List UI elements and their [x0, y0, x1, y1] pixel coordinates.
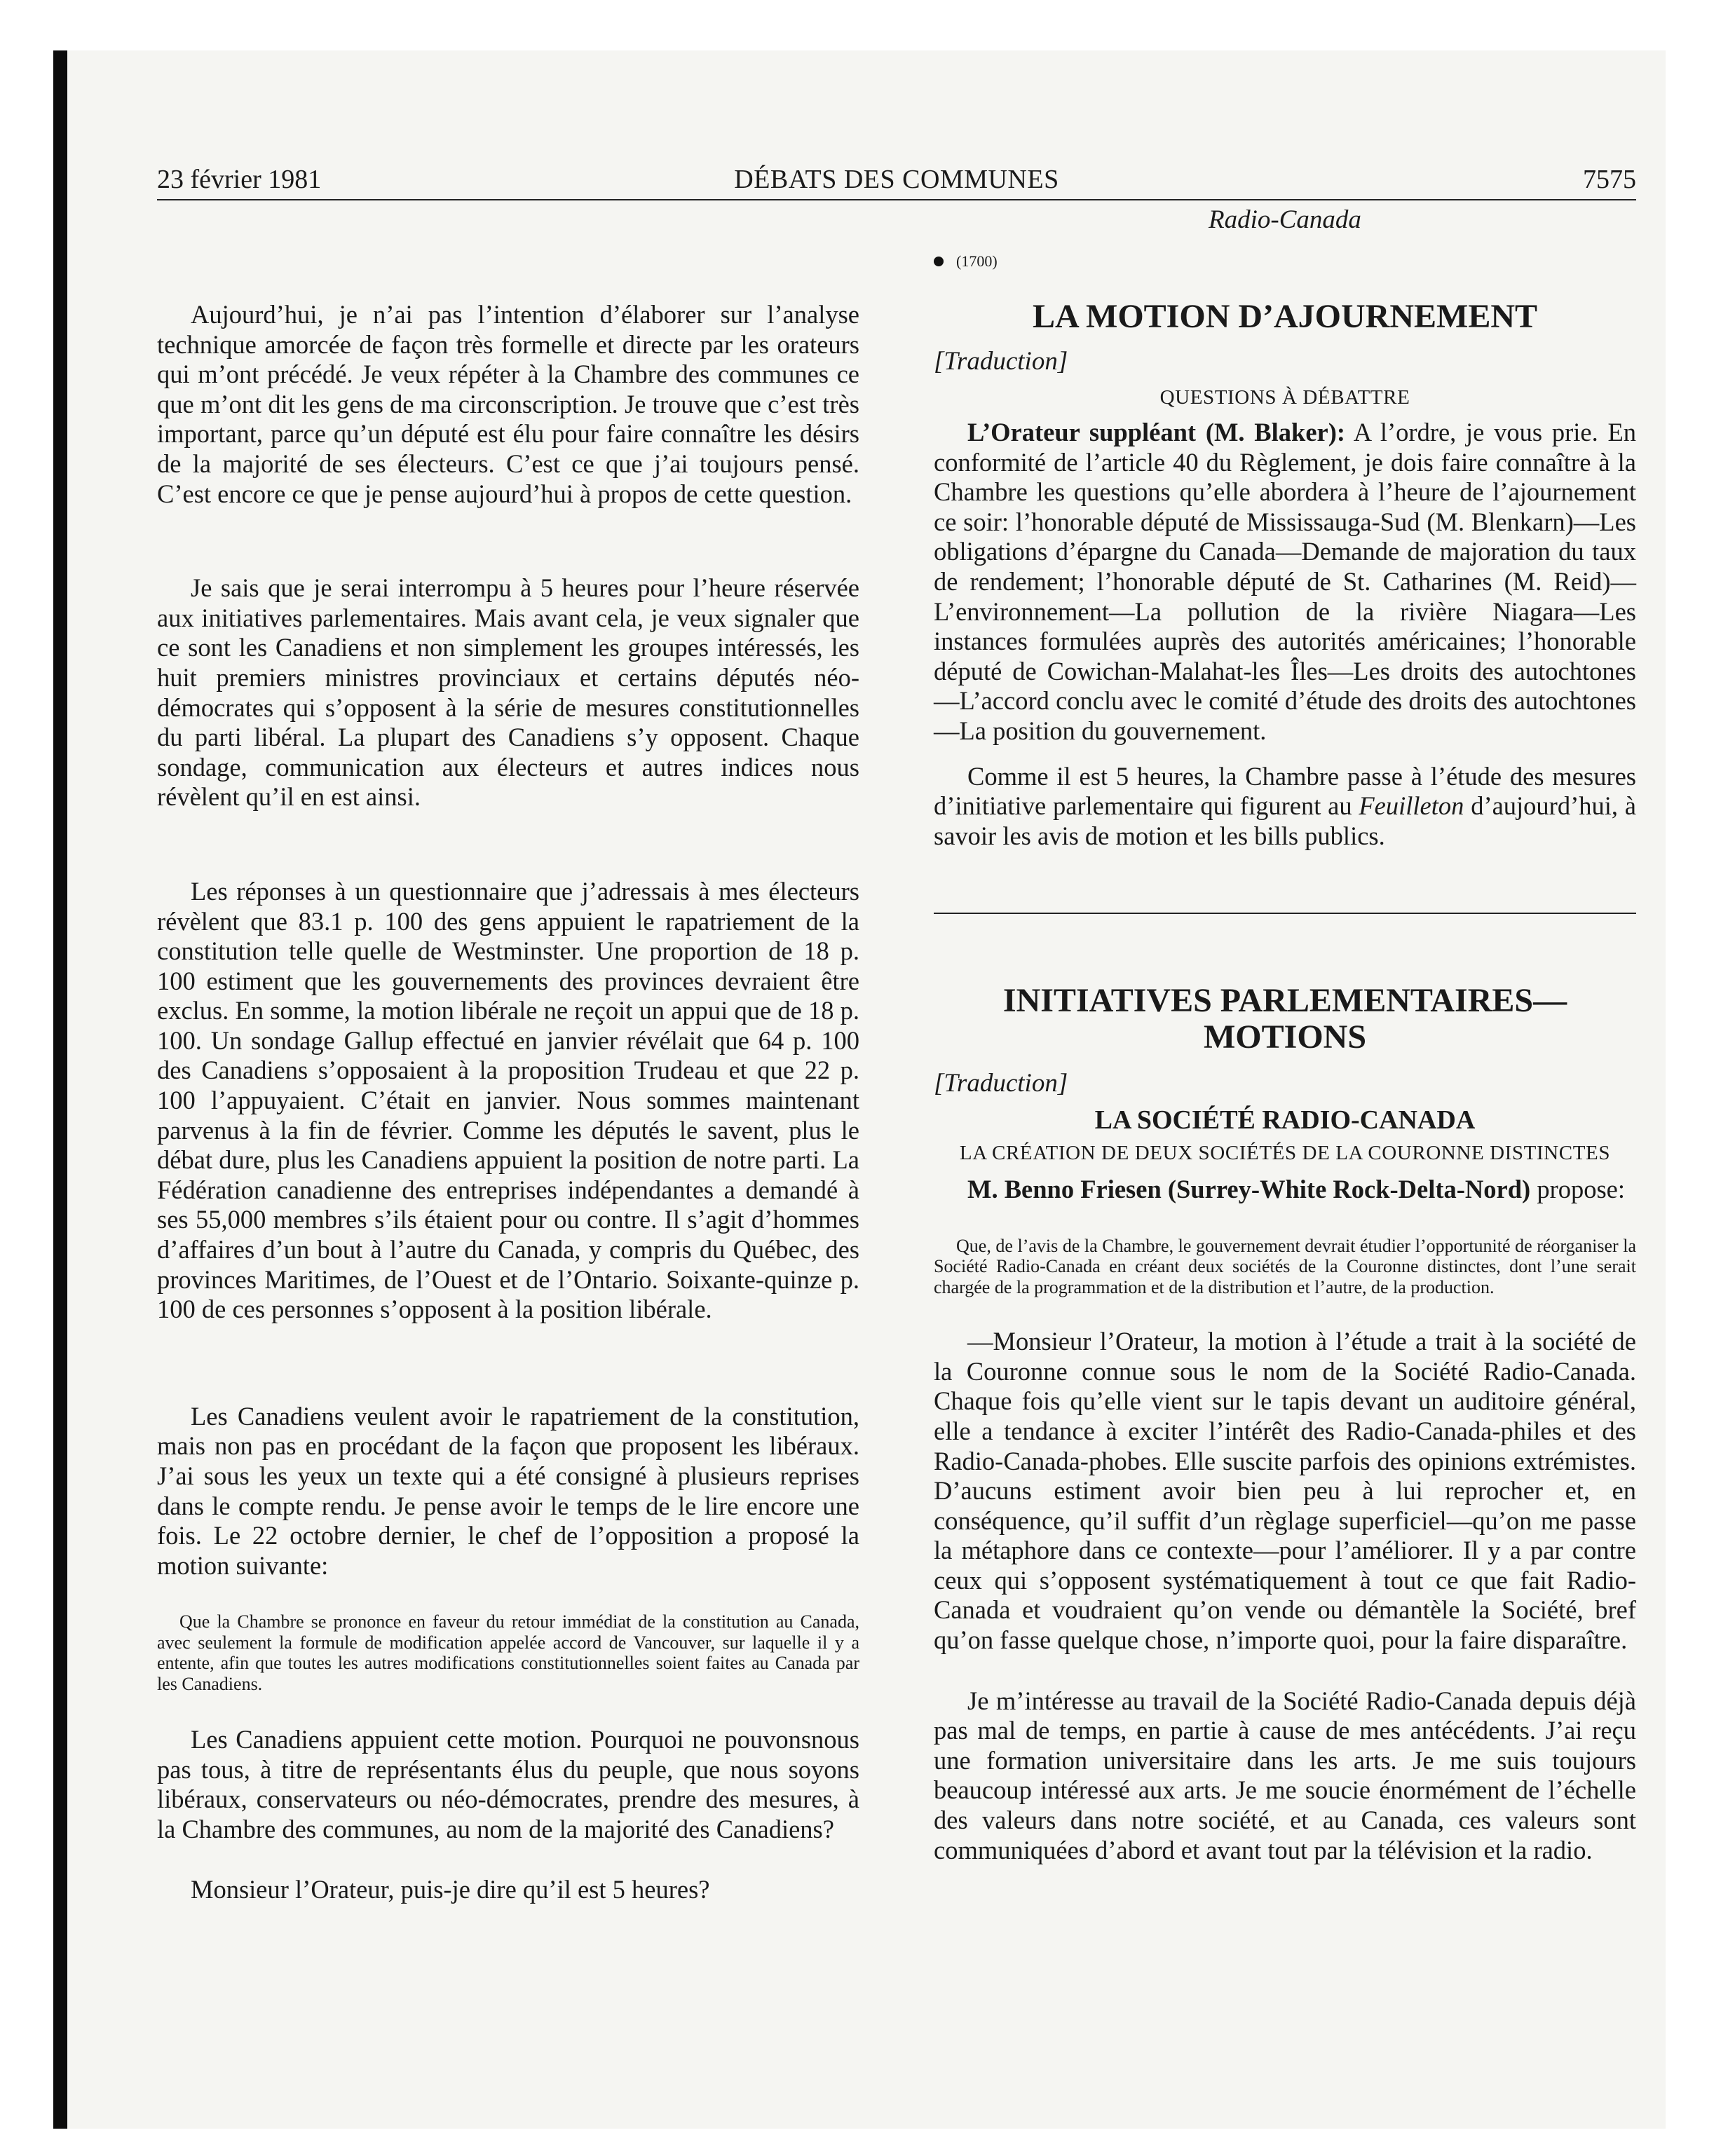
feuilleton-italic: Feuilleton — [1359, 791, 1464, 821]
paragraph-text: d’aujourd’hui, à savoir les avis de motion et les bills publics. — [934, 791, 1636, 850]
header-date: 23 février 1981 — [157, 165, 322, 194]
heading-initiatives-line2: MOTIONS — [1203, 1018, 1367, 1056]
motion-text: Que, de l’avis de la Chambre, le gouvernement devrait étudier l’opportunité de réorganiser la Société Radio-Canada en créant deux sociétés de la Couronne distinctes, dont l’une serait chargée de la programmation et de la distribution et l’autre, de la production. — [934, 1235, 1636, 1297]
header-title: DÉBATS DES COMMUNES — [734, 165, 1059, 194]
heading-society: LA SOCIÉTÉ RADIO-CANADA — [1094, 1105, 1476, 1135]
time-marker-text: (1700) — [956, 252, 998, 270]
paragraph-text: Comme il est 5 heures, la Chambre passe à l’étude des mesures d’initiative parlementaire qui figurent au — [934, 761, 1636, 821]
paragraph: Aujourd’hui, je n’ai pas l’intention d’élaborer sur l’analyse technique amorcée de façon très formelle et directe par les orateurs qui m’ont précédé. Je veux répéter à la Chambre des communes ce que m’ont dit les gens de ma circonscription. Je trouve que c’est très important, parce qu’un député est élu pour faire connaître les désirs de la majorité de ses électeurs. C’est ce que j’ai toujours pensé. C’est encore ce que je pense aujourd’hui à propos de cette question. — [157, 300, 859, 508]
right-column — [934, 207, 1636, 1865]
bullet-icon — [934, 257, 944, 266]
translation-tag: [Traduction] — [934, 1069, 1068, 1098]
paragraph: Je sais que je serai interrompu à 5 heures pour l’heure réservée aux initiatives parlementaires. Mais avant cela, je veux signaler que ce sont les Canadiens et non simplement les groupes intéressés, les huit premiers ministres provinciaux et certains députés néo-démocrates qui s’opposent à la série de mesures constitutionnelles du parti libéral. La plupart des Canadiens s’y opposent. Chaque sondage, communication aux électeurs et autres indices nous révèlent qu’il en est ainsi. — [157, 573, 859, 812]
questions-heading: QUESTIONS À DÉBATTRE — [1159, 386, 1410, 409]
paragraph — [934, 762, 1636, 852]
paragraph: Les Canadiens appuient cette motion. Pourquoi ne pouvonsnous pas tous, à titre de représentants élus du peuple, que nous soyons libéraux, conservateurs ou néo-démocrates, prendre des mesures, à la Chambre des communes, au nom de la majorité des Canadiens? — [157, 1725, 859, 1843]
mover-name: M. Benno Friesen (Surrey-White Rock-Delta-Nord) — [967, 1175, 1531, 1204]
mover-paragraph — [934, 1175, 1636, 1205]
section-subhead: Radio-Canada — [1209, 205, 1361, 234]
heading-initiatives — [934, 983, 1636, 1056]
paragraph: Je m’intéresse au travail de la Société Radio-Canada depuis déjà pas mal de temps, en partie à cause de mes antécédents. J’ai reçu une formation universitaire dans les arts. Je me suis toujours beaucoup intéressé aux arts. Je me soucie énormément de l’échelle des valeurs dans notre société, et au Canada, ces valeurs sont communiquées d’abord et avant tout par la télévision et la radio. — [934, 1686, 1636, 1864]
paragraph: —Monsieur l’Orateur, la motion à l’étude a trait à la société de la Couronne connue sous le nom de la Société Radio-Canada. Chaque fois qu’elle vient sur le tapis devant un auditoire général, elle a tendance à exciter l’intérêt des Radio-Canada-philes et des Radio-Canada-phobes. Elle suscite parfois des opinions extrémistes. D’aucuns estiment avoir bien peu à lui reprocher et, en conséquence, qu’il suffit d’un règlage superficiel—qu’on me passe la métaphore dans ce contexte—pour l’améliorer. Il y a par contre ceux qui s’opposent systématiquement à tout ce que fait Radio-Canada et voudraient qu’on vende ou démantèle la Société, bref qu’on fasse quelque chose, n’importe quoi, pour la faire disparaître. — [934, 1327, 1636, 1655]
scanned-page — [53, 50, 1666, 2129]
header-rule — [157, 199, 1636, 200]
speaker-text: A l’ordre, je vous prie. En conformité de l’article 40 du Règlement, je dois faire connaître à la Chambre les questions qu’elle abordera à l’heure de l’ajournement ce soir: l’honorable député de Mississauga-Sud (M. Blenkarn)—Les obligations d’épargne du Canada—Demande de majoration du taux de rendement; l’honorable député de St. Catharines (M. Reid)—L’environnement—La pollution de la rivière Niagara—Les instances formulées auprès des autorités américaines; l’honorable député de Cowichan-Malahat-les Îles—Les droits des autochtones—L’accord conclu avec le comité d’étude des droits des autochtones—La position du gouvernement. — [934, 418, 1636, 745]
heading-adjournment: LA MOTION D’AJOURNEMENT — [1032, 298, 1538, 335]
scan-border — [53, 50, 67, 2129]
heading-creation: LA CRÉATION DE DEUX SOCIÉTÉS DE LA COURONNE DISTINCTES — [959, 1142, 1611, 1165]
translation-tag: [Traduction] — [934, 347, 1068, 376]
paragraph: Les Canadiens veulent avoir le rapatriement de la constitution, mais non pas en procédant de la façon que proposent les libéraux. J’ai sous les yeux un texte qui a été consigné à plusieurs reprises dans le compte rendu. Je pense avoir le temps de le lire encore une fois. Le 22 octobre dernier, le chef de l’opposition a proposé la motion suivante: — [157, 1401, 859, 1580]
mover-verb: propose: — [1537, 1175, 1626, 1204]
running-header — [157, 163, 1636, 196]
speaker-label: L’Orateur suppléant (M. Blaker): — [967, 418, 1346, 446]
left-column — [157, 207, 859, 1905]
quoted-motion: Que la Chambre se prononce en faveur du retour immédiat de la constitution au Canada, avec seulement la formule de modification appelée accord de Vancouver, sur laquelle il y a entente, afin que toutes les autres modifications constitutionnelles soient faites au Canada par les Canadiens. — [157, 1611, 859, 1694]
paragraph: Les réponses à un questionnaire que j’adressais à mes électeurs révèlent que 83.1 p. 100 des gens appuient le rapatriement de la constitution telle quelle de Westminster. Une proportion de 18 p. 100 estiment que les gouvernements des provinces devraient être exclus. En somme, la motion libérale ne reçoit un appui que de 18 p. 100. Un sondage Gallup effectué en janvier révélait que 64 p. 100 des Canadiens s’opposaient à la proposition Trudeau et que 22 p. 100 l’appuyaient. C’était en janvier. Nous sommes maintenant parvenus à la fin de février. Comme les députés le savent, plus le débat dure, plus les Canadiens appuient la position de notre parti. La Fédération canadienne des entreprises indépendantes a demandé à ses 55,000 membres s’ils étaient pour ou contre. Il s’agit d’hommes d’affaires d’un bout à l’autre du Canada, y compris du Québec, des provinces Maritimes, de l’Ouest et de l’Ontario. Soixante-quinze p. 100 de ces personnes s’opposent à la position libérale. — [157, 876, 859, 1324]
speaker-paragraph — [934, 418, 1636, 746]
paragraph: Monsieur l’Orateur, puis-je dire qu’il est 5 heures? — [191, 1875, 710, 1904]
heading-initiatives-line1: INITIATIVES PARLEMENTAIRES— — [1002, 982, 1567, 1020]
time-marker — [934, 251, 1636, 272]
page-number: 7575 — [1583, 165, 1636, 194]
